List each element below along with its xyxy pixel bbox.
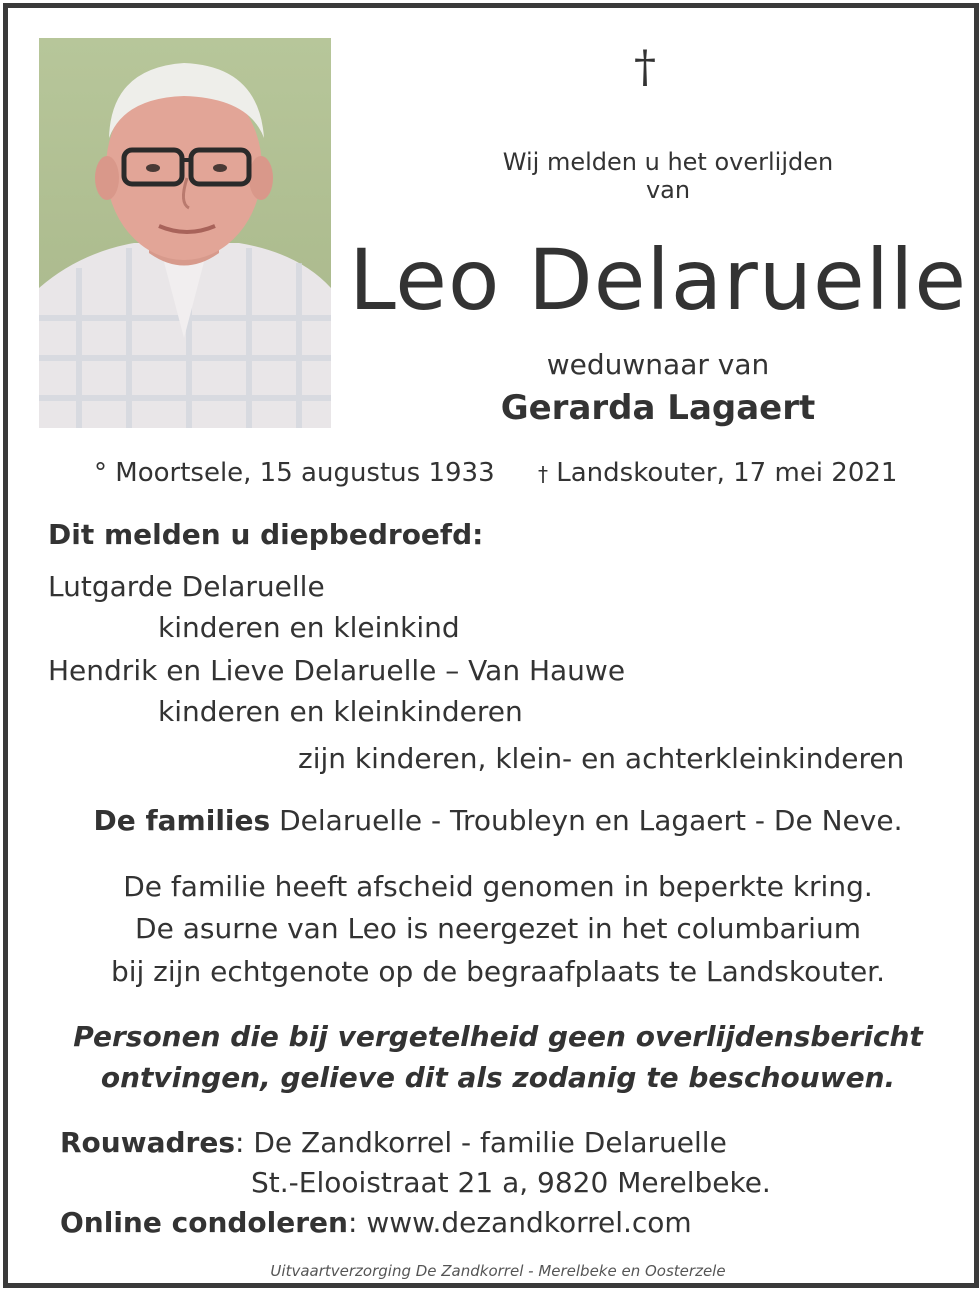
family-line: kinderen en kleinkinderen <box>158 695 523 728</box>
notice-line: De familie heeft afscheid genomen in beperkte kring. <box>123 870 873 903</box>
spouse-label: weduwnaar van <box>546 348 770 381</box>
rouwadres-label: Rouwadres <box>60 1126 235 1159</box>
notice-line: De asurne van Leo is neergezet in het columbarium <box>135 912 861 945</box>
families-names: Delaruelle - Troubleyn en Lagaert - De Neve. <box>270 804 903 837</box>
cross-icon: † <box>634 42 656 93</box>
families-label: De families <box>93 804 271 837</box>
portrait-photo <box>39 38 331 428</box>
deceased-name: Leo Delaruelle <box>348 231 968 329</box>
rouwadres-street: St.-Elooistraat 21 a, 9820 Merelbeke. <box>251 1166 771 1199</box>
family-line: kinderen en kleinkind <box>158 611 460 644</box>
death-place-date: Landskouter, 17 mei 2021 <box>556 458 898 488</box>
mourners-heading: Dit melden u diepbedroefd: <box>48 518 484 551</box>
family-line: Hendrik en Lieve Delaruelle – Van Hauwe <box>48 654 626 687</box>
condolences-url[interactable]: : www.dezandkorrel.com <box>347 1206 692 1239</box>
disclaimer-line: ontvingen, gelieve dit als zodanig te beschouwen. <box>100 1061 896 1094</box>
spouse-name: Gerarda Lagaert <box>500 388 816 428</box>
intro-text: Wij melden u het overlijden van <box>502 148 834 204</box>
rouwadres-line <box>60 1126 727 1159</box>
death-info <box>538 458 897 488</box>
portrait-illustration <box>39 38 331 428</box>
rouwadres-value: : De Zandkorrel - familie Delaruelle <box>235 1126 727 1159</box>
family-line: zijn kinderen, klein- en achterkleinkinderen <box>298 742 905 775</box>
families-line <box>48 804 948 837</box>
disclaimer-line: Personen die bij vergetelheid geen overlijdensbericht <box>73 1020 923 1053</box>
death-cross-icon: † <box>538 462 548 486</box>
notice-line: bij zijn echtgenote op de begraafplaats te Landskouter. <box>110 955 886 988</box>
footer-credit: Uitvaartverzorging De Zandkorrel - Merelbeke en Oosterzele <box>270 1262 726 1280</box>
condolences-label: Online condoleren <box>60 1206 348 1239</box>
obituary-card <box>3 3 979 1288</box>
birth-info: ° Moortsele, 15 augustus 1933 <box>94 458 495 488</box>
condolences-line <box>60 1206 692 1239</box>
family-line: Lutgarde Delaruelle <box>48 570 325 603</box>
